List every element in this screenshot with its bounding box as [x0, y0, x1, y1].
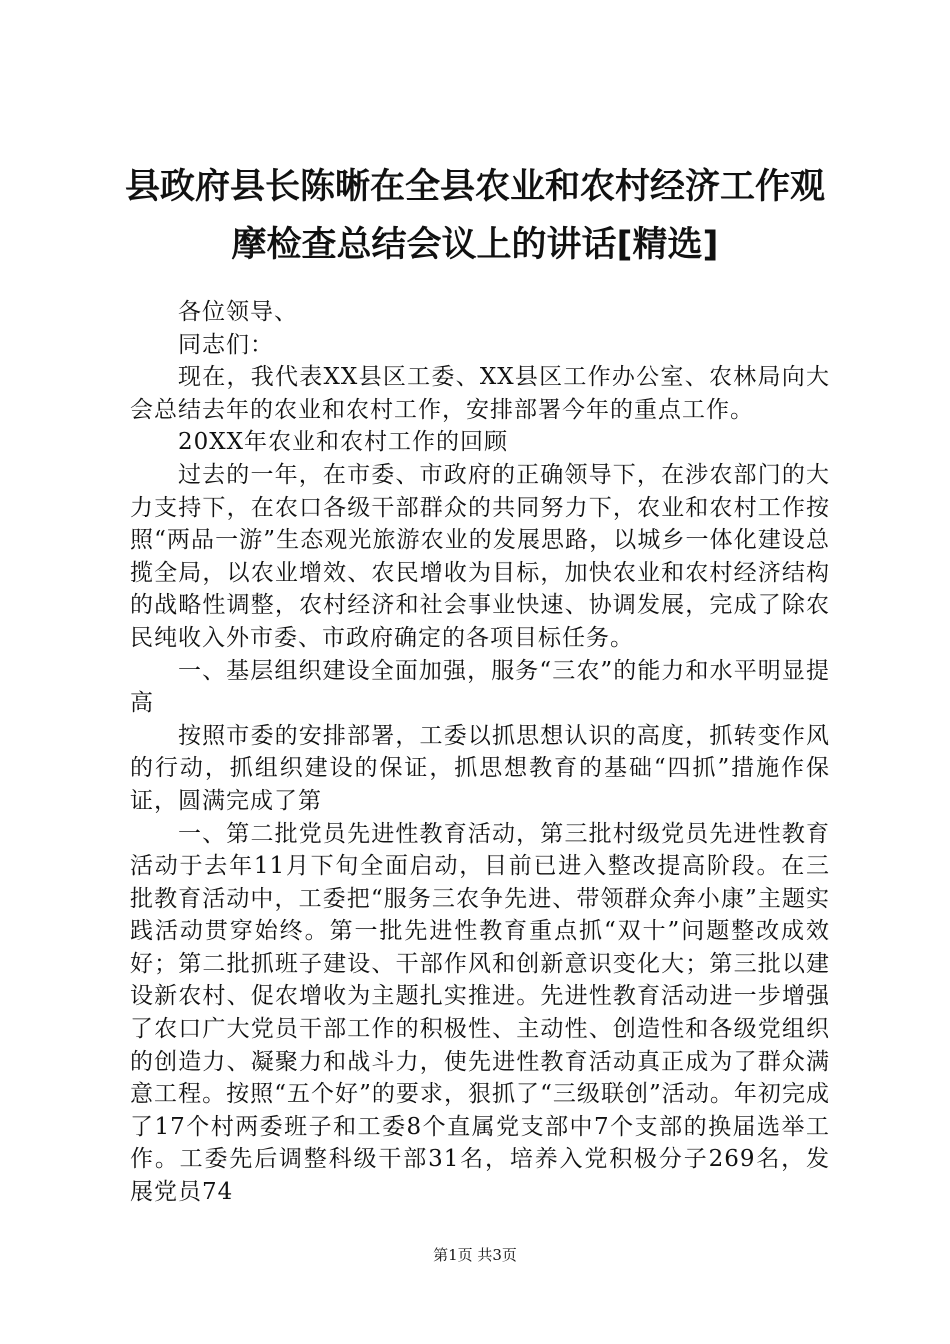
section-heading: 一、基层组织建设全面加强，服务“三农”的能力和水平明显提高	[130, 657, 830, 717]
document-title: 县政府县长陈晰在全县农业和农村经济工作观摩检查总结会议上的讲话[精选]	[124, 167, 825, 265]
page-footer: 第1页 共3页	[433, 1246, 517, 1264]
salutation-line: 同志们：	[178, 331, 274, 358]
section-heading: 20XX年农业和农村工作的回顾	[178, 429, 509, 456]
document-body	[130, 296, 830, 1209]
body-paragraph: 现在，我代表XX县区工委、XX县区工作办公室、农林局向大会总结去年的农业和农村工作，安排部署今年的重点工作。	[130, 364, 830, 423]
body-paragraph: 按照市委的安排部署，工委以抓思想认识的高度，抓转变作风的行动，抓组织建设的保证，抓思想教育的基础“四抓”措施作保证，圆满完成了第	[130, 722, 830, 814]
salutation-line: 各位领导、	[178, 299, 298, 325]
body-paragraph: 一、第二批党员先进性教育活动，第三批村级党员先进性教育活动于去年11月下旬全面启动，目前已进入整改提高阶段。在三批教育活动中，工委把“服务三农争先进、带领群众奔小康”主题实践活动贯穿始终。第一批先进性教育重点抓“双十”问题整改成效好；第二批抓班子建设、干部作风和创新意识变化大；第三批以建设新农村、促农增收为主题扎实推进。先进性教育活动进一步增强了农口广大党员干部工作的积极性、主动性、创造性和各级党组织的创造力、凝聚力和战斗力，使先进性教育活动真正成为了群众满意工程。按照“五个好”的要求，狠抓了“三级联创”活动。年初完成了17个村两委班子和工委8个直属党支部中7个支部的换届选举工作。工委先后调整科级干部31名，培养入党积极分子269名，发展党员74	[130, 820, 830, 1206]
body-paragraph: 过去的一年，在市委、市政府的正确领导下，在涉农部门的大力支持下，在农口各级干部群众的共同努力下，农业和农村工作按照“两品一游”生态观光旅游农业的发展思路，以城乡一体化建设总揽全局，以农业增效、农民增收为目标，加快农业和农村经济结构的战略性调整，农村经济和社会事业快速、协调发展，完成了除农民纯收入外市委、市政府确定的各项目标任务。	[130, 461, 830, 651]
